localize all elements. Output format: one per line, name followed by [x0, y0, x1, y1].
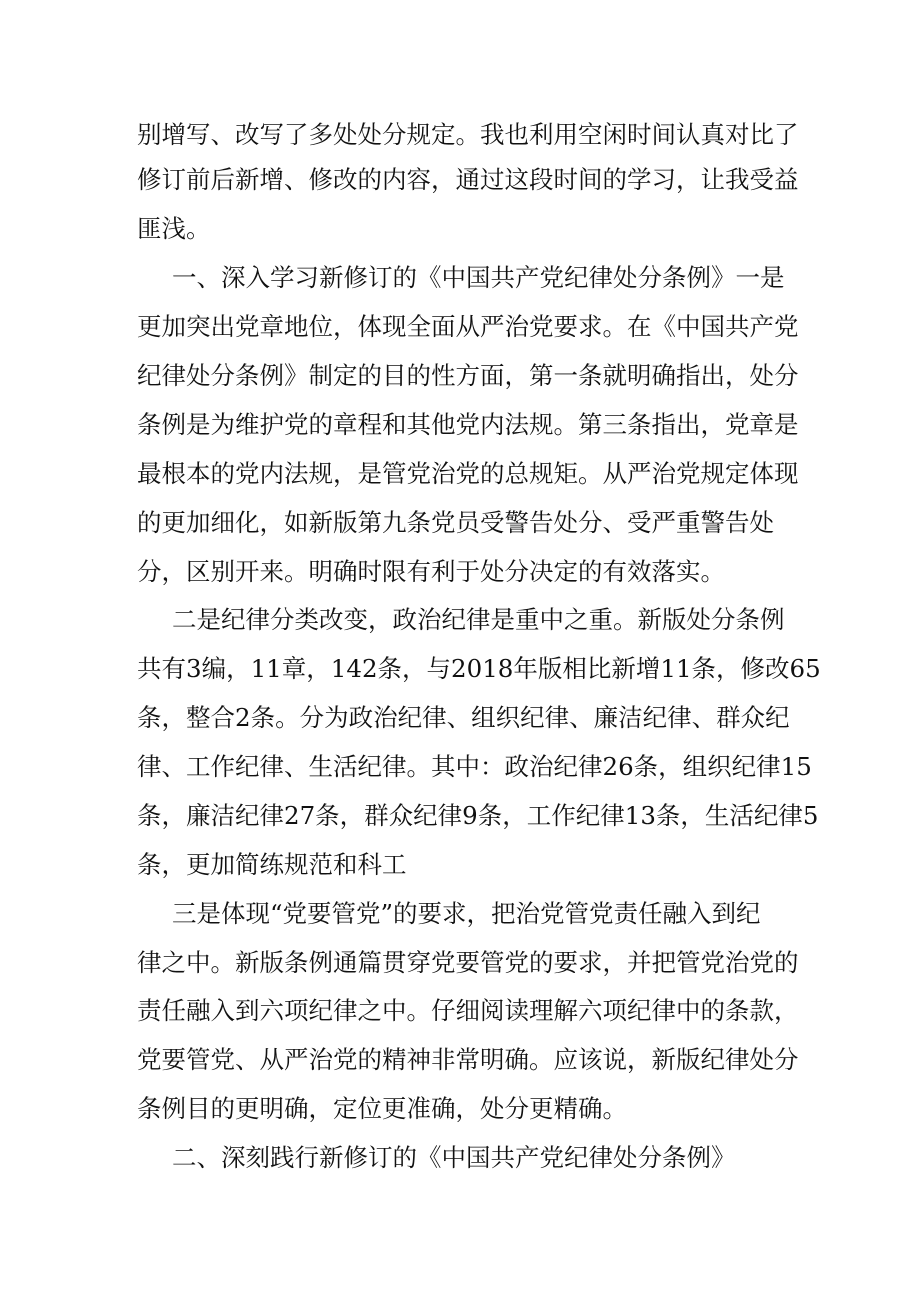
text-line: 别增写、改写了多处处分规定。我也利用空闲时间认真对比了 [137, 120, 799, 149]
text-line: 条例目的更明确，定位更准确，处分更精确。 [137, 1094, 627, 1123]
text-line: 律、工作纪律、生活纪律。其中：政治纪律26条，组织纪律15 [137, 752, 812, 781]
text-line: 纪律处分条例》制定的目的性方面，第一条就明确指出，处分 [137, 361, 799, 390]
text-line: 修订前后新增、修改的内容，通过这段时间的学习，让我受益 [137, 165, 799, 194]
text-line: 更加突出党章地位，体现全面从严治党要求。在《中国共产党 [137, 312, 799, 341]
text-line: 条，更加简练规范和科工 [137, 850, 407, 879]
text-line: 最根本的党内法规，是管党治党的总规矩。从严治党规定体现 [137, 459, 799, 488]
text-line: 分，区别开来。明确时限有利于处分决定的有效落实。 [137, 557, 725, 586]
text-line: 责任融入到六项纪律之中。仔细阅读理解六项纪律中的条款， [137, 996, 799, 1025]
paragraph-start: 二是纪律分类改变，政治纪律是重中之重。新版处分条例 [172, 605, 785, 634]
text-line: 律之中。新版条例通篇贯穿党要管党的要求，并把管党治党的 [137, 948, 799, 977]
text-line: 党要管党、从严治党的精神非常明确。应该说，新版纪律处分 [137, 1045, 799, 1074]
text-line: 的更加细化，如新版第九条党员受警告处分、受严重警告处 [137, 508, 774, 537]
section-heading-1: 一、深入学习新修订的《中国共产党纪律处分条例》一是 [172, 263, 785, 292]
section-heading-2: 二、深刻践行新修订的《中国共产党纪律处分条例》 [172, 1143, 736, 1172]
text-line: 共有3编，11章，142条，与2018年版相比新增11条，修改65 [137, 654, 821, 683]
text-line: 匪浅。 [137, 214, 211, 243]
text-line: 条，廉洁纪律27条，群众纪律9条，工作纪律13条，生活纪律5 [137, 801, 819, 830]
paragraph-start: 三是体现“党要管党”的要求，把治党管党责任融入到纪 [172, 899, 761, 928]
text-line: 条，整合2条。分为政治纪律、组织纪律、廉洁纪律、群众纪 [137, 703, 790, 732]
text-line: 条例是为维护党的章程和其他党内法规。第三条指出，党章是 [137, 410, 799, 439]
